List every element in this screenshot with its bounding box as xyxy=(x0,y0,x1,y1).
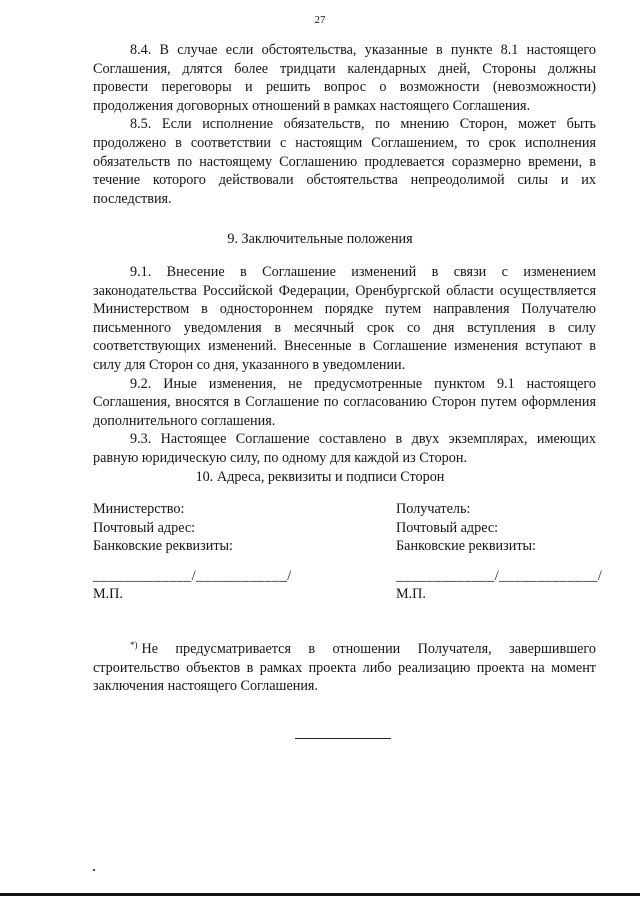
right-party-block xyxy=(396,500,536,556)
page-number: 27 xyxy=(314,14,326,26)
section-9-title: 9. Заключительные положения xyxy=(227,231,413,247)
paragraph-9-3: 9.3. Настоящее Соглашение составлено в двух экземплярах, имеющих равную юридическую силу, по одному для каждой из Сторон. xyxy=(93,431,596,466)
scan-bottom-edge xyxy=(0,893,640,896)
section-8-text xyxy=(93,41,596,208)
paragraph-9-1: 9.1. Внесение в Соглашение изменений в связи с изменением законодательства Российской Федерации, Оренбургской области осуществляется Министерством в одностороннем порядке путем направления Получателю письменного уведомления в месячный срок со дня вступления в силу соответствующих изменений. Внесенные в Соглашение изменения вступают в силу для Сторон со дня, указанного в уведомлении. xyxy=(93,264,596,373)
left-party-name: Министерство: xyxy=(93,501,185,517)
left-party-block xyxy=(93,500,233,556)
right-signature-line: _____________/_____________/ xyxy=(396,568,603,584)
left-party-bank: Банковские реквизиты: xyxy=(93,538,233,555)
section-9-text xyxy=(93,263,596,468)
paragraph-9-2: 9.2. Иные изменения, не предусмотренные пунктом 9.1 настоящего Соглашения, вносятся в Соглашение по согласованию Сторон путем оформления дополнительного соглашения. xyxy=(93,375,596,429)
scan-dot xyxy=(93,869,95,871)
section-10-title: 10. Адреса, реквизиты и подписи Сторон xyxy=(195,469,445,485)
right-party-name: Получатель: xyxy=(396,501,471,517)
left-stamp-label: М.П. xyxy=(93,586,123,602)
right-stamp-label: М.П. xyxy=(396,586,426,602)
paragraph-8-5: 8.5. Если исполнение обязательств, по мнению Сторон, может быть продолжено в соответствии с настоящим Соглашением, то срок исполнения обязательств по настоящему Соглашению продлевается соразмерно времени, в течение которого действовали обстоятельства непреодолимой силы и их последствия. xyxy=(93,116,596,207)
footnote-marker: *) xyxy=(130,640,138,650)
left-signature-line: _____________/____________/ xyxy=(93,568,292,584)
footnote-text: Не предусматривается в отношении Получателя, завершившего строительство объектов в рамках проекта либо реализацию проекта на момент заключения настоящего Соглашения. xyxy=(93,641,596,695)
left-party-address: Почтовый адрес: xyxy=(93,519,196,536)
closing-separator-line xyxy=(295,738,391,739)
right-party-bank: Банковские реквизиты: xyxy=(396,538,536,555)
footnote xyxy=(93,636,596,696)
paragraph-8-4: 8.4. В случае если обстоятельства, указанные в пункте 8.1 настоящего Соглашения, длятся более тридцати календарных дней, Стороны должны провести переговоры и решить вопрос о возможности (невозможности) продолжения договорных отношений в рамках настоящего Соглашения. xyxy=(93,42,596,114)
right-party-address: Почтовый адрес: xyxy=(396,519,499,536)
